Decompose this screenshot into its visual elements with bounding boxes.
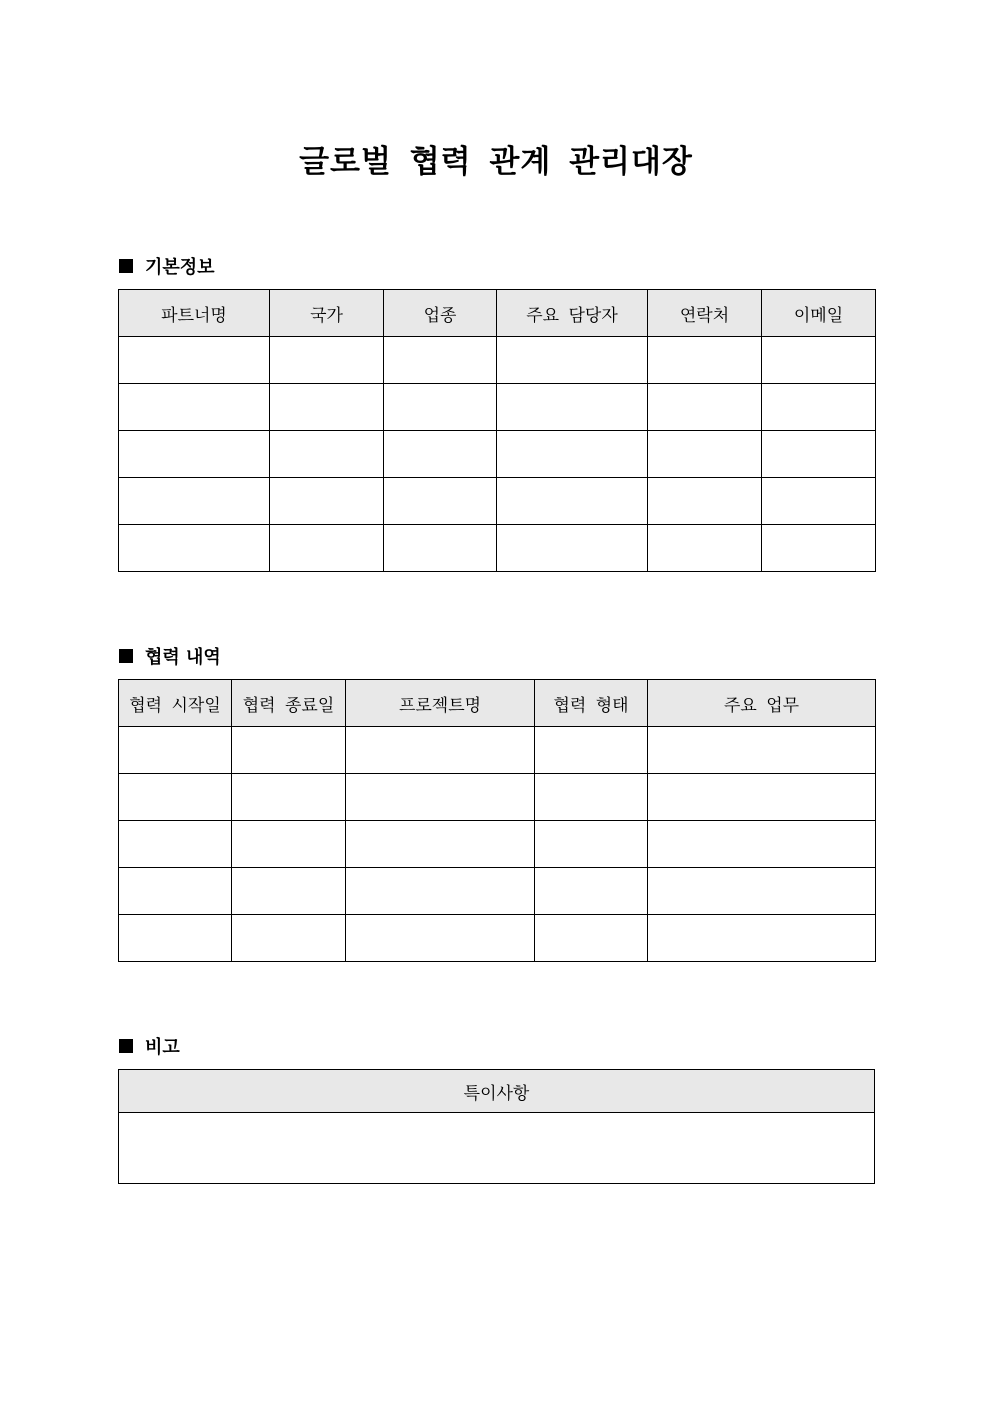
- table-row: [119, 868, 876, 915]
- table-cell[interactable]: [497, 431, 648, 478]
- table-cell[interactable]: [232, 821, 346, 868]
- table-cell[interactable]: [384, 431, 497, 478]
- column-header-industry: 업종: [384, 290, 497, 337]
- column-header-partner-name: 파트너명: [119, 290, 270, 337]
- table-header-row: [119, 680, 876, 727]
- table-cell[interactable]: [497, 384, 648, 431]
- table-cell[interactable]: [762, 478, 876, 525]
- remarks-content-cell[interactable]: [119, 1113, 875, 1184]
- table-cell[interactable]: [535, 727, 648, 774]
- table-cell[interactable]: [232, 868, 346, 915]
- table-cell[interactable]: [119, 431, 270, 478]
- table-cell[interactable]: [346, 727, 535, 774]
- table-cell[interactable]: [497, 478, 648, 525]
- column-header-end-date: 협력 종료일: [232, 680, 346, 727]
- table-cell[interactable]: [648, 384, 762, 431]
- remarks-table: [118, 1069, 875, 1184]
- table-row: [119, 431, 876, 478]
- table-cell[interactable]: [119, 821, 232, 868]
- table-cell[interactable]: [648, 525, 762, 572]
- cooperation-history-table: [118, 679, 876, 962]
- table-cell[interactable]: [384, 337, 497, 384]
- table-header-row: [119, 290, 876, 337]
- square-bullet-icon: [119, 259, 133, 273]
- table-cell[interactable]: [648, 915, 876, 962]
- table-cell[interactable]: [346, 868, 535, 915]
- table-cell[interactable]: [270, 384, 384, 431]
- column-header-country: 국가: [270, 290, 384, 337]
- column-header-phone: 연락처: [648, 290, 762, 337]
- square-bullet-icon: [119, 1039, 133, 1053]
- table-cell[interactable]: [119, 525, 270, 572]
- table-row: [119, 915, 876, 962]
- table-cell[interactable]: [384, 525, 497, 572]
- column-header-start-date: 협력 시작일: [119, 680, 232, 727]
- table-cell[interactable]: [232, 774, 346, 821]
- table-cell[interactable]: [270, 525, 384, 572]
- page-title: 글로벌 협력 관계 관리대장: [299, 144, 693, 180]
- table-cell[interactable]: [648, 337, 762, 384]
- table-header-row: [119, 1070, 875, 1113]
- column-header-project-name: 프로젝트명: [346, 680, 535, 727]
- table-cell[interactable]: [648, 727, 876, 774]
- table-cell[interactable]: [232, 727, 346, 774]
- section-heading-label: 협력 내역: [145, 647, 221, 668]
- basic-info-table: [118, 289, 876, 572]
- table-cell[interactable]: [232, 915, 346, 962]
- table-cell[interactable]: [119, 384, 270, 431]
- table-cell[interactable]: [535, 821, 648, 868]
- section-heading-basic: [119, 253, 215, 279]
- table-row: [119, 774, 876, 821]
- table-row: [119, 337, 876, 384]
- table-cell[interactable]: [648, 431, 762, 478]
- square-bullet-icon: [119, 649, 133, 663]
- table-cell[interactable]: [119, 478, 270, 525]
- table-cell[interactable]: [270, 431, 384, 478]
- table-cell[interactable]: [270, 337, 384, 384]
- table-cell[interactable]: [762, 431, 876, 478]
- table-row: [119, 821, 876, 868]
- table-cell[interactable]: [648, 868, 876, 915]
- column-header-main-tasks: 주요 업무: [648, 680, 876, 727]
- table-cell[interactable]: [119, 868, 232, 915]
- table-cell[interactable]: [384, 384, 497, 431]
- section-heading-history: [119, 643, 221, 669]
- table-row: [119, 525, 876, 572]
- table-cell[interactable]: [762, 384, 876, 431]
- table-cell[interactable]: [346, 915, 535, 962]
- table-cell[interactable]: [648, 478, 762, 525]
- table-cell[interactable]: [535, 774, 648, 821]
- column-header-contact-person: 주요 담당자: [497, 290, 648, 337]
- table-cell[interactable]: [762, 525, 876, 572]
- table-cell[interactable]: [648, 821, 876, 868]
- table-cell[interactable]: [119, 337, 270, 384]
- table-cell[interactable]: [535, 915, 648, 962]
- table-cell[interactable]: [119, 915, 232, 962]
- table-cell[interactable]: [497, 525, 648, 572]
- table-row: [119, 727, 876, 774]
- table-cell[interactable]: [535, 868, 648, 915]
- table-cell[interactable]: [346, 774, 535, 821]
- section-heading-label: 기본정보: [145, 257, 215, 278]
- column-header-cooperation-type: 협력 형태: [535, 680, 648, 727]
- table-cell[interactable]: [497, 337, 648, 384]
- table-cell[interactable]: [119, 774, 232, 821]
- column-header-email: 이메일: [762, 290, 876, 337]
- table-cell[interactable]: [270, 478, 384, 525]
- table-row: [119, 1113, 875, 1184]
- table-cell[interactable]: [119, 727, 232, 774]
- table-cell[interactable]: [648, 774, 876, 821]
- column-header-special-notes: 특이사항: [119, 1070, 875, 1113]
- section-heading-label: 비고: [145, 1037, 180, 1058]
- section-heading-remarks: [119, 1033, 180, 1059]
- table-row: [119, 384, 876, 431]
- table-cell[interactable]: [346, 821, 535, 868]
- table-cell[interactable]: [384, 478, 497, 525]
- table-cell[interactable]: [762, 337, 876, 384]
- table-row: [119, 478, 876, 525]
